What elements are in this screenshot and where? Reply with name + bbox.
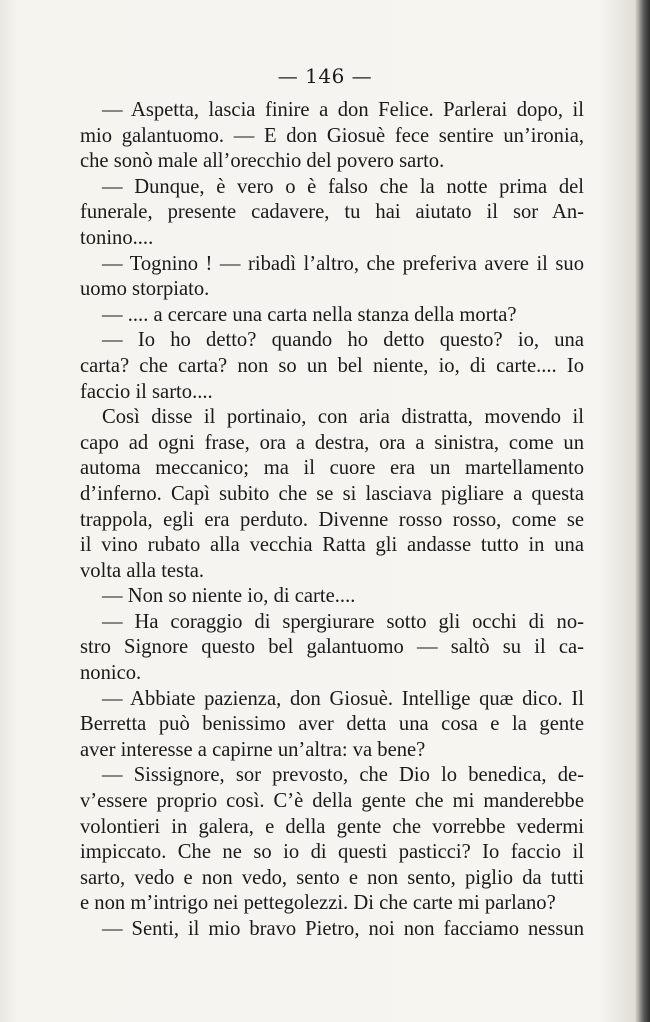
text-line: mio galantuomo. — E don Giosuè fece sentire un’ironia, <box>80 124 584 147</box>
text-line: tonino.... <box>80 226 154 249</box>
text-line: volontieri in galera, e della gente che vorrebbe vedermi <box>80 815 584 838</box>
body-text <box>80 98 584 943</box>
text-line: — Ha coraggio di spergiurare sotto gli occhi di no- <box>102 610 584 633</box>
text-line: e non m’intrigo nei pettegolezzi. Di che carte mi parlano? <box>80 892 556 915</box>
text-line: volta alla testa. <box>80 559 205 582</box>
text-line: nonico. <box>80 662 142 685</box>
text-line: funerale, presente cadavere, tu hai aiutato il sor An- <box>80 201 584 224</box>
text-line: il vino rubato alla vecchia Ratta gli andasse tutto in una <box>80 534 584 557</box>
text-line: — .... a cercare una carta nella stanza della morta? <box>102 303 517 326</box>
text-line: — Io ho detto? quando ho detto questo? io, una <box>102 329 584 352</box>
text-line: d’inferno. Capì subito che se si lasciava pigliare a questa <box>80 482 584 505</box>
text-line: che sonò male all’orecchio del povero sarto. <box>80 150 445 173</box>
text-line: Berretta può benissimo aver detta una cosa e la gente <box>80 713 584 736</box>
page-number: — 146 — <box>277 64 373 88</box>
text-line: automa meccanico; ma il cuore era un martellamento <box>80 457 584 480</box>
text-line: sarto, vedo e non vedo, sento e non sento, piglio da tutti <box>80 866 584 889</box>
text-line: Così disse il portinaio, con aria distratta, movendo il <box>102 406 584 429</box>
text-line: — Aspetta, lascia finire a don Felice. Parlerai dopo, il <box>102 99 584 121</box>
text-line: — Sissignore, sor prevosto, che Dio lo benedica, de- <box>102 764 584 787</box>
text-line: — Non so niente io, di carte.... <box>102 585 356 608</box>
text-line: stro Signore questo bel galantuomo — saltò su il ca- <box>80 636 584 659</box>
text-line: — Abbiate pazienza, don Giosuè. Intellige quæ dico. Il <box>102 687 584 710</box>
text-line: — Tognino ! — ribadì l’altro, che preferiva avere il suo <box>102 252 584 275</box>
text-line: — Dunque, è vero o è falso che la notte prima del <box>102 175 584 198</box>
text-line: trappola, egli era perduto. Divenne rosso rosso, come se <box>80 508 584 531</box>
text-line: — Senti, il mio bravo Pietro, noi non facciamo nessun <box>102 918 584 940</box>
text-line: carta? che carta? non so un bel niente, io, di carte.... Io <box>80 354 584 377</box>
text-line: aver interesse a capirne un’altra: va bene? <box>80 738 426 761</box>
text-line: impiccato. Che ne so io di questi pasticci? Io faccio il <box>80 841 584 864</box>
text-line: v’essere proprio così. C’è della gente che mi manderebbe <box>80 790 584 813</box>
text-line: uomo storpiato. <box>80 278 210 301</box>
text-line: faccio il sarto.... <box>80 380 213 403</box>
text-line: capo ad ogni frase, ora a destra, ora a sinistra, come un <box>80 431 584 454</box>
